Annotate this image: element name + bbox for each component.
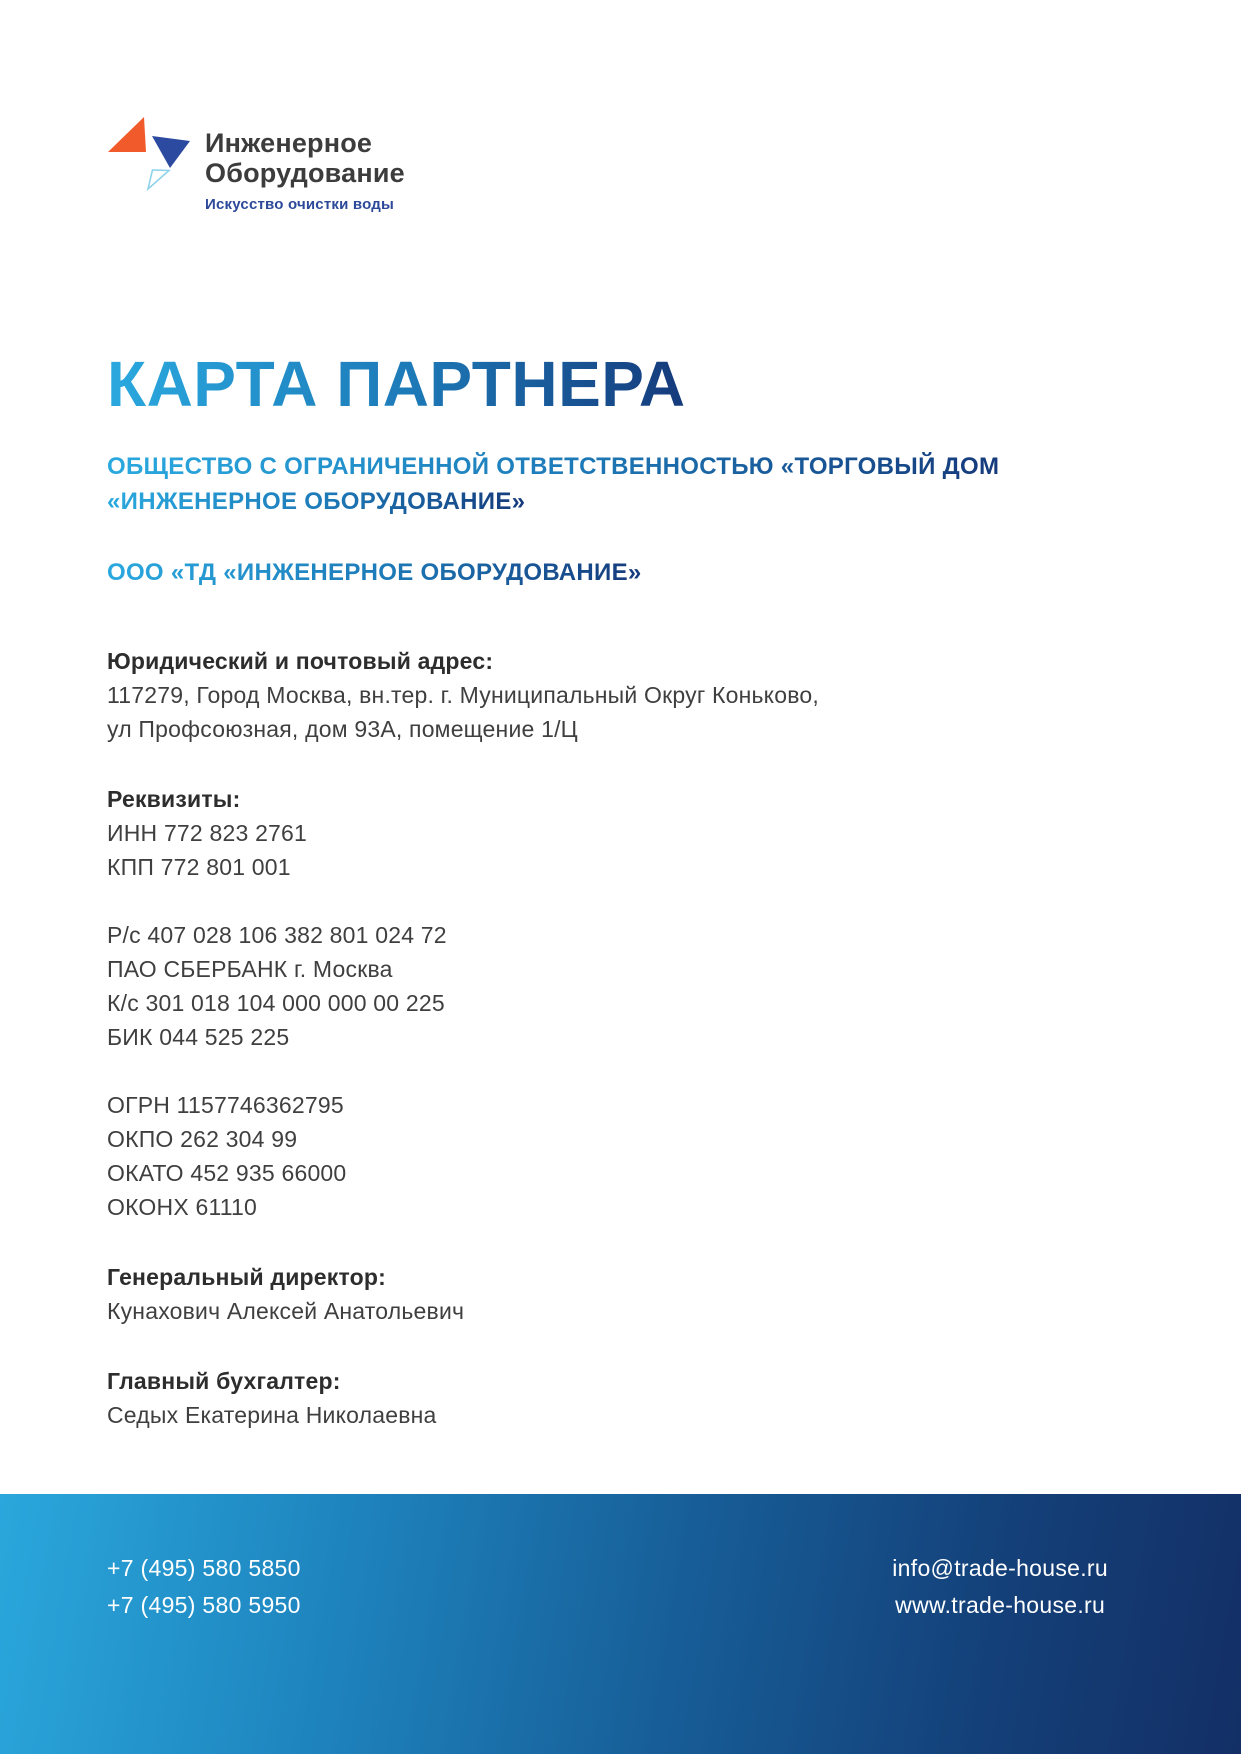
company-full-name-line1: ОБЩЕСТВО С ОГРАНИЧЕННОЙ ОТВЕТСТВЕННОСТЬЮ «ТОРГОВЫЙ ДОМ (107, 449, 999, 484)
kpp-value: КПП 772 801 001 (107, 854, 291, 880)
logo (107, 100, 1121, 213)
address-line1: 117279, Город Москва, вн.тер. г. Муниципальный Округ Коньково, (107, 682, 819, 708)
logo-text (205, 128, 405, 213)
accountant-label: Главный бухгалтер: (107, 1368, 341, 1394)
okpo-value: ОКПО 262 304 99 (107, 1126, 298, 1152)
director-section (107, 1260, 1121, 1328)
bik-value: БИК 044 525 225 (107, 1024, 290, 1050)
logo-company-name-line2: Оборудование (205, 158, 405, 188)
requisites-section (107, 782, 1121, 1224)
page-title: КАРТА ПАРТНЕРА (107, 348, 686, 420)
phone-2: +7 (495) 580 5950 (107, 1592, 301, 1618)
address-section (107, 644, 1121, 746)
director-name: Кунахович Алексей Анатольевич (107, 1298, 465, 1324)
settlement-account-value: Р/с 407 028 106 382 801 024 72 (107, 922, 447, 948)
website-url: www.trade-house.ru (895, 1592, 1106, 1618)
okonh-value: ОКОНХ 61110 (107, 1194, 258, 1220)
okato-value: ОКАТО 452 935 66000 (107, 1160, 347, 1186)
logo-company-name-line1: Инженерное (205, 128, 373, 158)
phone-1: +7 (495) 580 5850 (107, 1555, 301, 1581)
address-line2: ул Профсоюзная, дом 93А, помещение 1/Ц (107, 716, 578, 742)
bank-name-value: ПАО СБЕРБАНК г. Москва (107, 956, 393, 982)
accountant-section (107, 1364, 1121, 1432)
logo-company-name (205, 128, 405, 188)
company-short-name-row (107, 555, 1121, 590)
logo-tagline: Искусство очистки воды (205, 196, 395, 213)
registration-codes-group (107, 1088, 1121, 1224)
company-full-name (107, 449, 1121, 519)
correspondent-account-value: К/с 301 018 104 000 000 00 225 (107, 990, 445, 1016)
footer-web-contacts (892, 1550, 1108, 1754)
bank-details-group (107, 918, 1121, 1054)
company-short-name: ООО «ТД «ИНЖЕНЕРНОЕ ОБОРУДОВАНИЕ» (107, 555, 642, 590)
footer-phones (107, 1550, 301, 1754)
ogrn-value: ОГРН 1157746362795 (107, 1092, 344, 1118)
director-label: Генеральный директор: (107, 1264, 387, 1290)
logo-cyan-triangle (148, 170, 169, 189)
accountant-name: Седых Екатерина Николаевна (107, 1402, 437, 1428)
email-address: info@trade-house.ru (892, 1555, 1108, 1581)
inn-value: ИНН 772 823 2761 (107, 820, 308, 846)
logo-blue-triangle (152, 136, 190, 168)
address-label: Юридический и почтовый адрес: (107, 648, 494, 674)
footer (0, 1494, 1241, 1754)
company-full-name-line2: «ИНЖЕНЕРНОЕ ОБОРУДОВАНИЕ» (107, 484, 525, 519)
requisites-label: Реквизиты: (107, 786, 241, 812)
logo-icon (107, 114, 193, 192)
logo-orange-triangle (108, 117, 146, 152)
